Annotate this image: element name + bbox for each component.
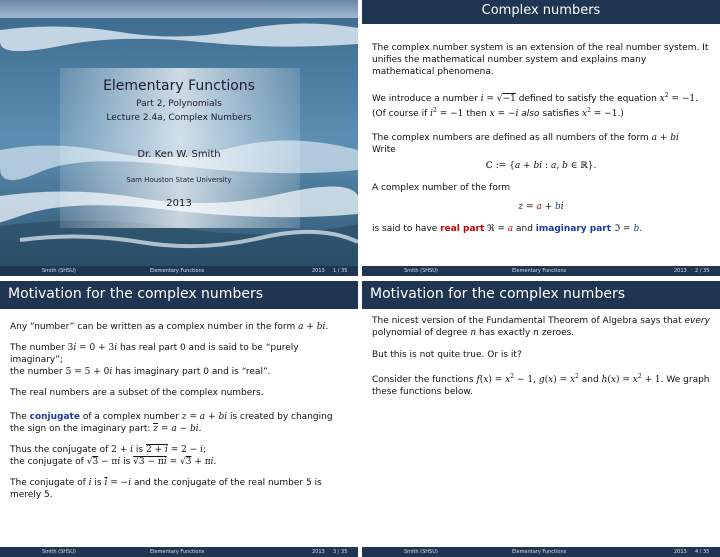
presentation-lecture: Lecture 2.4a, Complex Numbers — [106, 113, 252, 123]
paragraph-fundamental-theorem: The nicest version of the Fundamental Theorem of Algebra says that every polynomial of degree n has exactly n zeroes. — [372, 316, 710, 338]
footer-page: 4 / 35 — [695, 549, 710, 555]
presentation-year: 2013 — [166, 198, 192, 209]
footer-year: 2013 — [674, 268, 687, 274]
ocean-photo — [0, 0, 358, 266]
footer-author: Smith (SHSU) — [404, 549, 438, 555]
paragraph: A complex number of the form — [372, 183, 511, 193]
slide-content — [10, 321, 348, 508]
slide-2 — [362, 0, 720, 276]
paragraph: Any “number” can be written as a complex number in the form a + bi. — [10, 322, 329, 332]
footer-year: 2013 — [674, 549, 687, 555]
slide-3 — [0, 281, 358, 557]
paragraph-conjugate: The conjugate of a complex number z = a + bi is created by changing the sign on the imaginary part: $\overline{z} = a$ − bi. — [10, 412, 333, 434]
paragraph-conjugate-i: The conjugate of i is $\overline{i} = -i$ and the conjugate of the real number 5 is merely 5. — [10, 478, 322, 500]
complex-form-equation: z = a + bi — [518, 202, 564, 212]
slide-title-bar — [0, 281, 358, 309]
imaginary-part-term: imaginary part — [535, 224, 612, 234]
conjugate-term: conjugate — [29, 412, 80, 422]
footer-year: 2013 — [312, 268, 325, 274]
paragraph: The real numbers are a subset of the complex numbers. — [10, 388, 264, 398]
author-name: Dr. Ken W. Smith — [137, 149, 221, 160]
real-part-term: real part — [440, 224, 485, 234]
slide-4 — [362, 281, 720, 557]
paragraph-parts: is said to have real part ℜ = a and imaginary part ℑ = b. — [372, 224, 643, 234]
slide-footer — [362, 266, 720, 276]
paragraph-purely-imaginary: The number 3i = 0 + 3i has real part 0 and is said to be “purely imaginary”; the number 5 = 5 + 0i has imaginary part 0 and is “real”. — [10, 343, 299, 377]
paragraph-complex-form: The complex numbers are defined as all numbers of the form a + bi Write — [372, 133, 679, 155]
slide-footer — [0, 266, 358, 276]
slide-content — [372, 315, 710, 405]
slide-title-bar — [362, 0, 720, 24]
slide-footer — [0, 547, 358, 557]
footer-course: Elementary Functions — [512, 268, 567, 274]
slide-title: Complex numbers — [481, 3, 601, 18]
complex-set-equation: ℂ := {a + bi : a, b ∈ ℝ}. — [485, 161, 597, 171]
paragraph: But this is not quite true. Or is it? — [372, 350, 522, 360]
paragraph-functions: Consider the functions $f(x) = x^2 - 1$, $g(x) = x^2$ and $h(x) = x^2 + 1$. We graph these functions below. — [372, 373, 710, 397]
footer-author: Smith (SHSU) — [404, 268, 438, 274]
slide-title-bar — [362, 281, 720, 309]
presentation-title: Elementary Functions — [103, 78, 255, 94]
footer-course: Elementary Functions — [512, 549, 567, 555]
footer-author: Smith (SHSU) — [42, 549, 76, 555]
footer-page: 2 / 35 — [695, 268, 710, 274]
slide-title: Motivation for the complex numbers — [8, 286, 263, 302]
paragraph: The complex number system is an extension of the real number system. It unifies the mathematical number system and explains many mathematical phenomena. — [372, 43, 709, 77]
paragraph-i-definition: We introduce a number i = √−1 defined to satisfy the equation $x^2 = -1$. (Of course if $i^2 = -1$ then x = −i also satisfies $x^2 = -1$.) — [372, 92, 698, 119]
institution-name: Sam Houston State University — [126, 176, 232, 184]
slide-footer — [362, 547, 720, 557]
footer-course: Elementary Functions — [150, 549, 205, 555]
slide-title: Motivation for the complex numbers — [370, 286, 625, 302]
footer-page: 3 / 35 — [333, 549, 348, 555]
paragraph-conjugate-examples: Thus the conjugate of 2 + i is 2 + i = 2 − i; the conjugate of √3 − πi is √3 − πi = √3 + πi. — [10, 445, 217, 467]
footer-author: Smith (SHSU) — [42, 268, 76, 274]
presentation-part: Part 2, Polynomials — [136, 99, 222, 109]
footer-page: 1 / 35 — [333, 268, 348, 274]
footer-year: 2013 — [312, 549, 325, 555]
slide-1 — [0, 0, 358, 276]
slide-content — [372, 42, 710, 242]
footer-course: Elementary Functions — [150, 268, 205, 274]
